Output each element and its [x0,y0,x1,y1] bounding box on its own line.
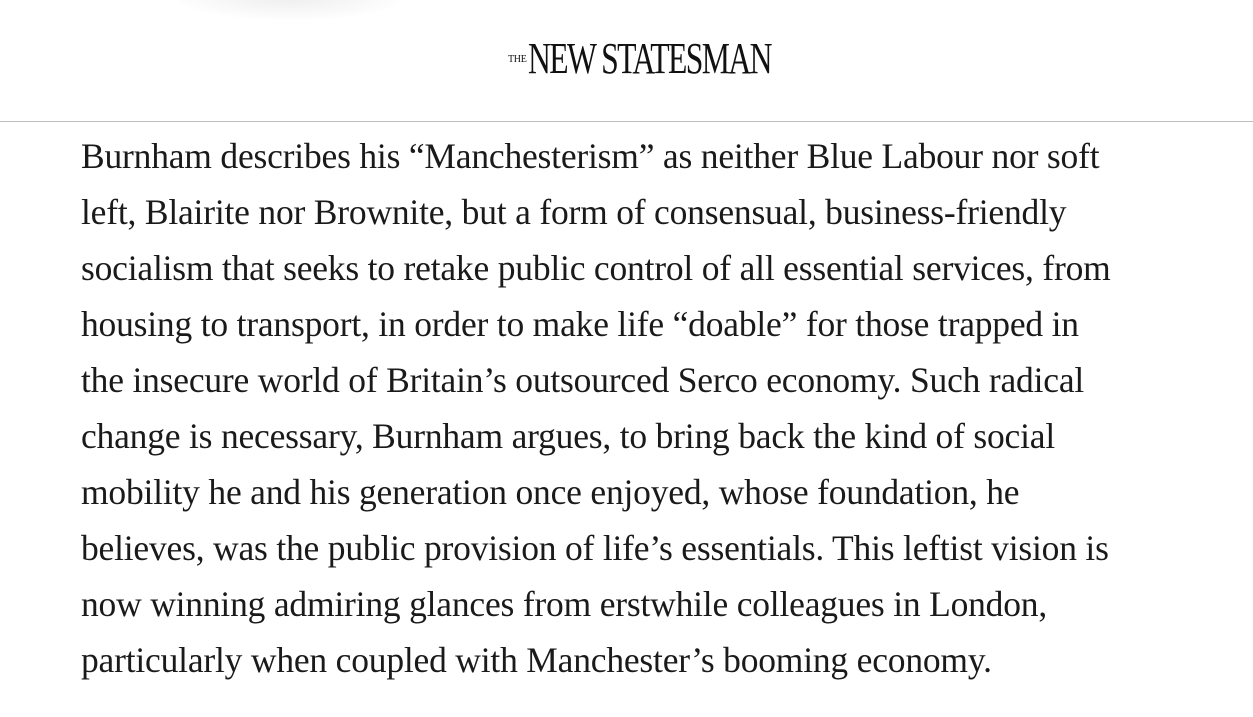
header-shadow [175,0,405,20]
article-body [81,128,1206,688]
paragraph-line: Burnham describes his “Manchesterism” as neither Blue Labour nor soft [81,136,1100,176]
logo-wordmark: NEW STATESMAN [527,34,771,83]
paragraph-line: now winning admiring glances from erstwhile colleagues in London, [81,584,1047,624]
paragraph-line: believes, was the public provision of life’s essentials. This leftist vision is [81,528,1109,568]
paragraph-line: the insecure world of Britain’s outsourced Serco economy. Such radical [81,360,1085,400]
paragraph-line: housing to transport, in order to make life “doable” for those trapped in [81,304,1079,344]
new-statesman-logo[interactable] [508,36,892,82]
site-header [0,0,1253,122]
paragraph-line: left, Blairite nor Brownite, but a form of consensual, business-friendly [81,192,1067,232]
paragraph-line: mobility he and his generation once enjoyed, whose foundation, he [81,472,1020,512]
paragraph-line: change is necessary, Burnham argues, to bring back the kind of social [81,416,1055,456]
paragraph-line: socialism that seeks to retake public control of all essential services, from [81,248,1111,288]
logo-the: THE [508,54,527,65]
paragraph-line: particularly when coupled with Manchester’s booming economy. [81,640,992,680]
article-paragraph [81,128,1206,688]
